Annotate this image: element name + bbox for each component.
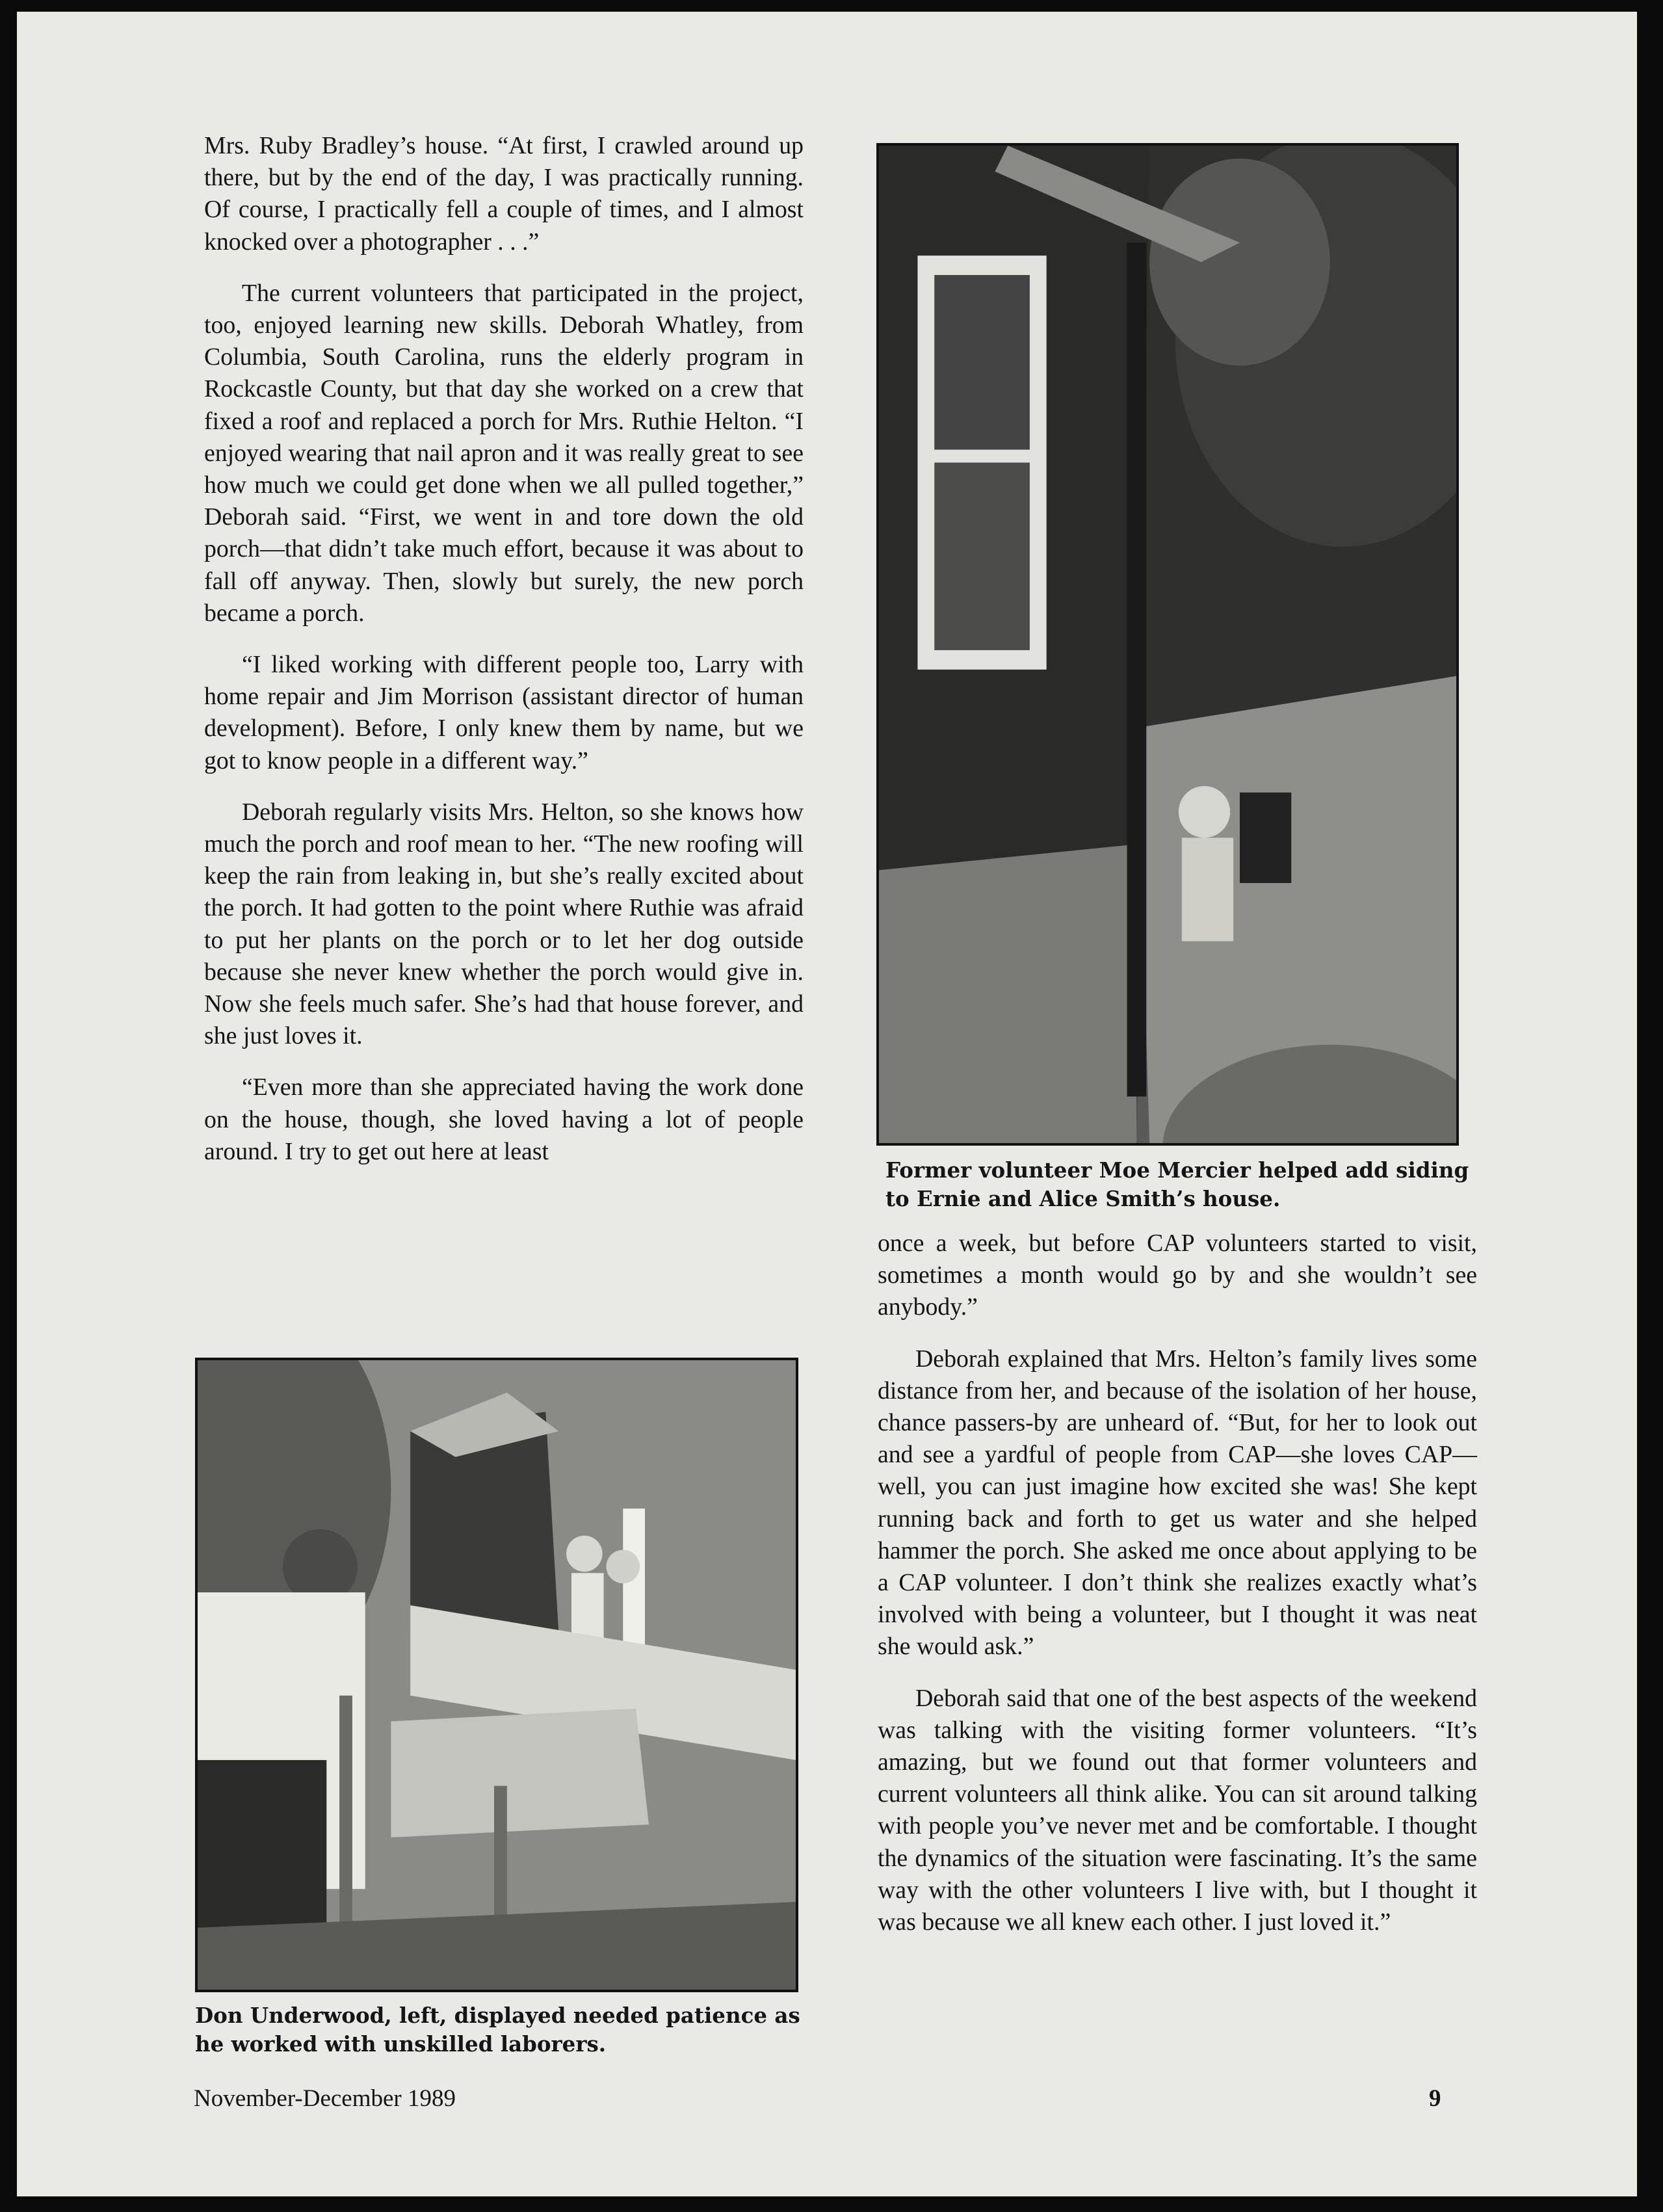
photo-workers-image: [198, 1360, 796, 1990]
photo-workers-lumber: [195, 1358, 798, 1992]
article-column-left: [204, 130, 804, 1187]
photo-caption-left: Don Underwood, left, displayed needed patience as he worked with unskilled laborers.: [195, 2003, 800, 2057]
paragraph: Deborah said that one of the best aspects of the weekend was talking with the visiting former volunteers. “It’s amazing, but we found out that former volunteers and current volunteers all think alike. You can sit around talking with people you’ve never met and be comfortable. I thought the dynamics of the situation were fascinating. It’s the same way with the other volunteers I live with, but I thought it was because we all knew each other. I just loved it.”: [878, 1684, 1477, 1936]
page-number: 9: [1429, 2085, 1441, 2112]
paragraph: “I liked working with different people too, Larry with home repair and Jim Morrison (assistant director of human development). Before, I only knew them by name, but we got to know people in a different way.”: [204, 651, 804, 774]
paragraph: Deborah explained that Mrs. Helton’s family lives some distance from her, and because of the isolation of her house, chance passers-by are unheard of. “But, for her to look out and see a yardful of people from CAP—she loves CAP—well, you can just imagine how excited she was! She kept running back and forth to get us water and she helped hammer the porch. She asked me once about applying to be a CAP volunteer. I don’t think she realizes exactly what’s involved with being a volunteer, but I thought it was neat she would ask.”: [878, 1345, 1477, 1661]
paragraph: Mrs. Ruby Bradley’s house. “At first, I crawled around up there, but by the end of the day, I was practically running. Of course, I practically fell a couple of times, and I almost knocked over a photographer . . .”: [204, 132, 804, 256]
photo-caption-right: Former volunteer Moe Mercier helped add siding to Ernie and Alice Smith’s house.: [885, 1157, 1469, 1211]
photo-siding-house: [876, 143, 1459, 1146]
paragraph: The current volunteers that participated in the project, too, enjoyed learning new skills. Deborah Whatley, from Columbia, South Carolina, runs the elderly program in Rockcastle County, but that day she worked on a crew that fixed a roof and replaced a porch for Mrs. Ruthie Helton. “I enjoyed wearing that nail apron and it was really great to see how much we could get done when we all pulled together,” Deborah said. “First, we went in and tore down the old porch—that didn’t take much effort, because it was about to fall off anyway. Then, slowly but surely, the new porch became a porch.: [204, 279, 804, 627]
magazine-page: [17, 12, 1637, 2196]
issue-date: November-December 1989: [194, 2085, 456, 2112]
paragraph: Deborah regularly visits Mrs. Helton, so she knows how much the porch and roof mean to her. “The new roofing will keep the rain from leaking in, but she’s really excited about the porch. It had gotten to the point where Ruthie was afraid to put her plants on the porch or to let her dog outside because she never knew whether the porch would give in. Now she feels much safer. She’s had that house forever, and she just loves it.: [204, 798, 804, 1050]
photo-siding-image: [879, 146, 1456, 1143]
article-column-right: [878, 1228, 1477, 1958]
paragraph: once a week, but before CAP volunteers started to visit, sometimes a month would go by and she wouldn’t see anybody.”: [878, 1230, 1477, 1321]
paragraph: “Even more than she appreciated having the work done on the house, though, she loved having a lot of people around. I try to get out here at least: [204, 1073, 804, 1165]
